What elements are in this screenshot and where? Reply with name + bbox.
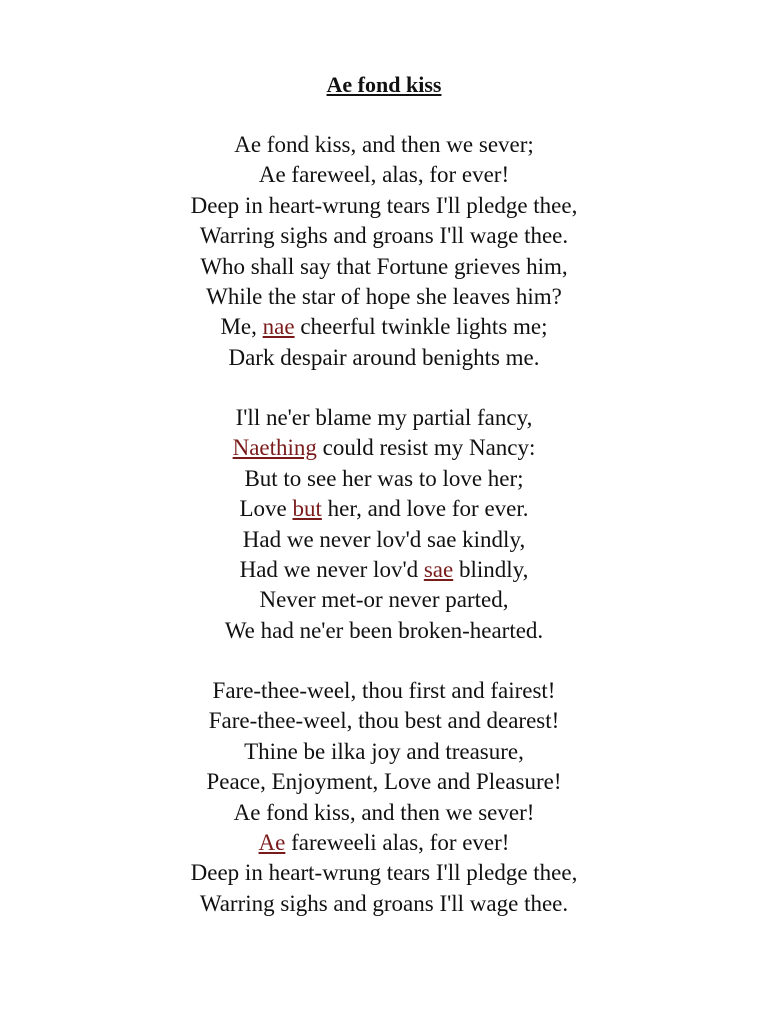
line-text: Love — [239, 496, 293, 522]
glossary-link-sae[interactable]: sae — [423, 557, 454, 583]
line-text: While the star of hope she leaves him? — [206, 284, 562, 310]
poem-line — [0, 555, 768, 585]
line-text: Warring sighs and groans I'll wage thee. — [199, 890, 569, 916]
line-text: Warring sighs and groans I'll wage thee. — [199, 223, 569, 249]
poem-title: Ae fond kiss — [326, 72, 442, 97]
line-text: Had we never lov'd — [239, 557, 424, 583]
glossary-link-ae[interactable]: Ae — [258, 830, 286, 856]
line-text: Ae fond kiss, and then we sever; — [234, 132, 534, 157]
line-text: Peace, Enjoyment, Love and Pleasure! — [206, 769, 562, 795]
poem-line — [0, 403, 768, 433]
poem-line — [0, 130, 768, 160]
poem-line — [0, 889, 768, 919]
line-text: Fare-thee-weel, thou best and dearest! — [208, 708, 560, 734]
line-text: blindly, — [453, 557, 529, 583]
poem-line — [0, 858, 768, 888]
poem-line — [0, 252, 768, 282]
poem-line — [0, 798, 768, 828]
line-text: Me, — [220, 314, 263, 340]
poem-line — [0, 464, 768, 494]
poem-line — [0, 706, 768, 736]
poem-line — [0, 767, 768, 797]
poem-line — [0, 160, 768, 190]
poem-line — [0, 737, 768, 767]
line-text: Deep in heart-wrung tears I'll pledge thee, — [190, 192, 578, 218]
line-text: Dark despair around benights me. — [228, 344, 540, 370]
line-text: her, and love for ever. — [321, 496, 529, 522]
glossary-link-nae[interactable]: nae — [262, 314, 295, 340]
poem-line — [0, 525, 768, 555]
line-text: But to see her was to love her; — [244, 465, 524, 491]
line-text: I'll ne'er blame my partial fancy, — [235, 405, 533, 430]
line-text: Ae fond kiss, and then we sever! — [233, 799, 535, 825]
poem-line — [0, 282, 768, 312]
poem-line — [0, 191, 768, 221]
poem-line — [0, 828, 768, 858]
line-text: could resist my Nancy: — [316, 435, 536, 461]
stanza-1 — [0, 130, 768, 373]
line-text: Never met-or never parted, — [259, 587, 509, 613]
line-text: Had we never lov'd sae kindly, — [242, 526, 526, 552]
glossary-link-but[interactable]: but — [292, 496, 322, 522]
line-text: Thine be ilka joy and treasure, — [244, 738, 524, 764]
stanza-2 — [0, 403, 768, 646]
line-text: We had ne'er been broken-hearted. — [224, 617, 544, 643]
glossary-link-naething[interactable]: Naething — [232, 435, 317, 461]
poem-line — [0, 433, 768, 463]
line-text: Ae fareweel, alas, for ever! — [258, 162, 510, 188]
poem-line — [0, 676, 768, 706]
line-text: Fare-thee-weel, thou first and fairest! — [212, 678, 556, 703]
poem-line — [0, 585, 768, 615]
line-text: Who shall say that Fortune grieves him, — [200, 253, 568, 279]
poem-line — [0, 494, 768, 524]
poem-line — [0, 221, 768, 251]
poem-line — [0, 343, 768, 373]
poem-line — [0, 312, 768, 342]
line-text: Deep in heart-wrung tears I'll pledge thee, — [190, 860, 578, 886]
poem-line — [0, 616, 768, 646]
line-text: fareweeli alas, for ever! — [285, 830, 510, 856]
stanza-3 — [0, 676, 768, 919]
line-text: cheerful twinkle lights me; — [294, 314, 548, 340]
